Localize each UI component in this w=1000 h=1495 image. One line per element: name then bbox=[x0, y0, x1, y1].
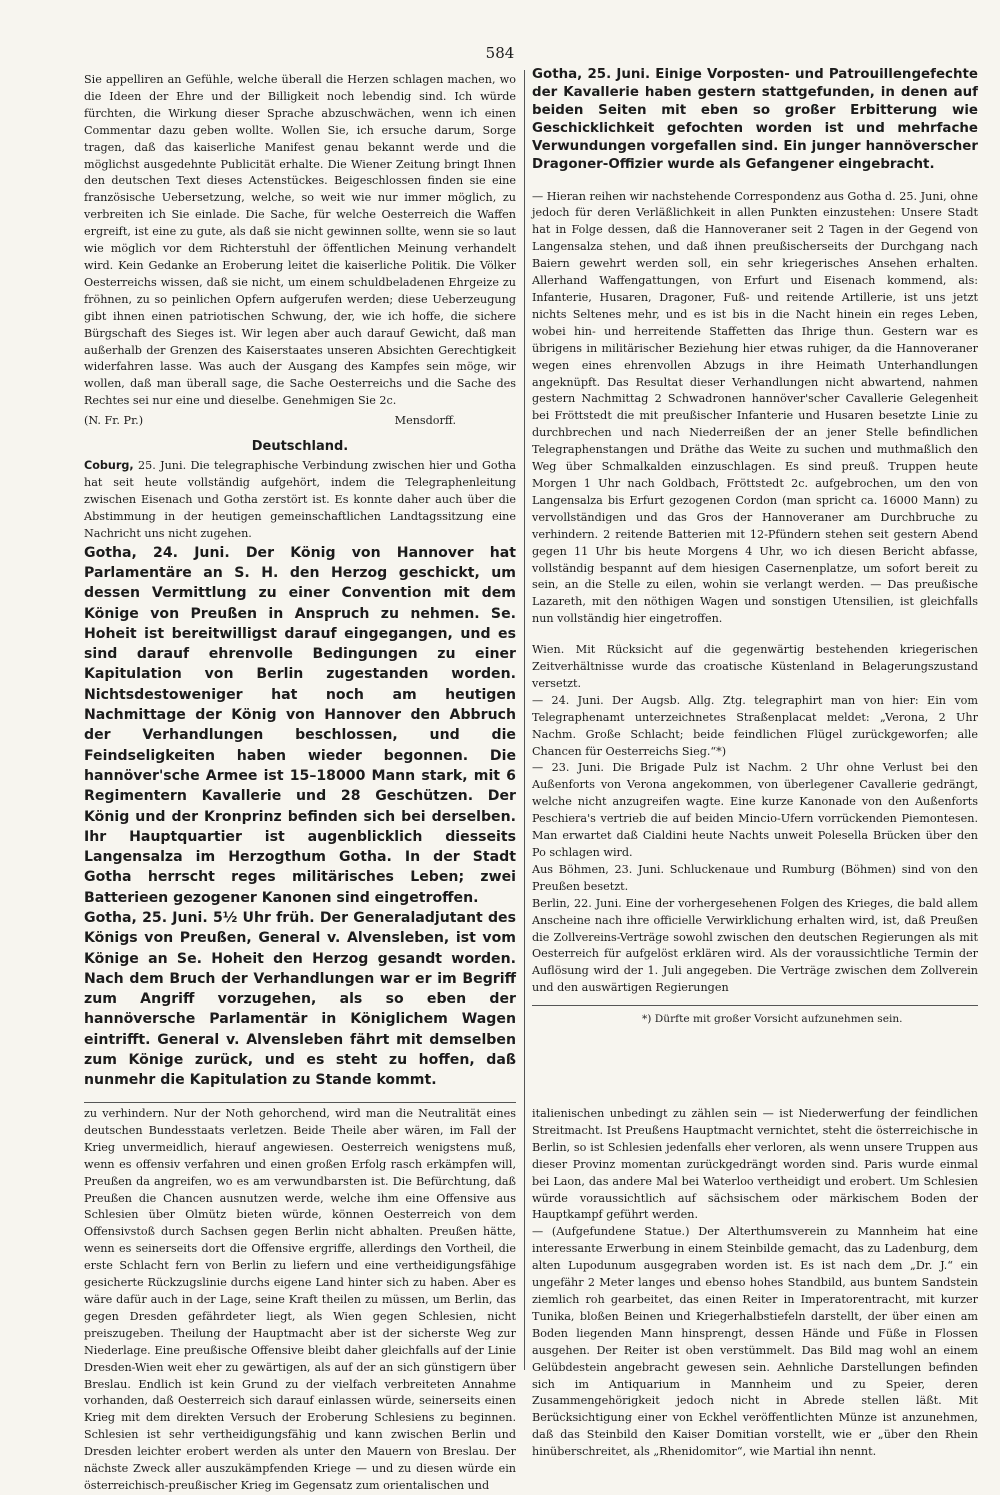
bottom-right-text-1: italienischen unbedingt zu zählen sein — ist Niederwerfung der feindlichen Streitmacht. Ist Preußens Hauptmacht vernichtet, steht die österreichische in Berlin, so ist Schlesien jedenfalls eher verloren, als wenn unsere Truppen aus dieser Provinz momentan zurückgedrängt worden sind. Paris wurde einmal bei Laon, das andere Mal bei Waterloo vertheidigt und erobert. Um Schlesien würde voraussichtlich auf sächsischem oder märkischem Boden der Hauptkampf geführt werden. bbox=[532, 1107, 978, 1222]
boehmen-report: Aus Böhmen, 23. Juni. Schluckenaue und Rumburg (Böhmen) sind von den Preußen besetzt. bbox=[532, 862, 978, 893]
page-number: 584 bbox=[485, 44, 515, 62]
wien-23-report: — 23. Juni. Die Brigade Pulz ist Nachm. 2 Uhr ohne Verlust bei den Außenforts von Verona angekommen, von überlegener Cavallerie gedrängt, welche nicht anzugreifen wagte. Eine kurze Kanonade von den Außenforts Peschiera's vertrieb die auf beiden Mincio-Ufern vorrückenden Piemontesen. Man erwartet daß Cialdini heute Nachts unweit Polesella Brücken über den Po schlagen wird. bbox=[532, 761, 978, 859]
signature: Mensdorff. bbox=[394, 414, 456, 428]
bottom-right-column bbox=[532, 1106, 978, 1459]
statue-article: — (Aufgefundene Statue.) Der Alterthumsverein zu Mannheim hat eine interessante Erwerbung in einem Steinbilde gemacht, das zu Ladenburg, dem alten Lupodunum ausgegraben worden ist. Es ist nach dem „Dr. J.“ ein ungefähr 2 Meter langes und ebenso hohes Standbild, aus buntem Sandstein ziemlich roh gearbeitet, das einen Reiter in Imperatorentracht, mit kurzer Tunika, bloßen Beinen und Kriegerhalbstiefeln darstellt, der über einen am Boden liegenden Mann hinsprengt, dessen Hände und Füße in Flossen ausgehen. Der Reiter ist oben verstümmelt. Das Bild mag wohl an einem Gelübdestein angebracht gewesen sein. Aehnliche Darstellungen befinden sich im Antiquarium in Mannheim und zu Speier, deren Zusammengehörigkeit jedoch nicht in Abrede stellen läßt. Mit Berücksichtigung einer von Eckhel veröffentlichten Münze ist anzunehmen, daß das Steinbild den Kaiser Domitian vorstellt, wie er „über den Rhein hinüberschreitet, als „Rhenidomitor“, wie Martial ihn nennt. bbox=[532, 1225, 978, 1459]
bottom-left-text: zu verhindern. Nur der Noth gehorchend, wird man die Neutralität eines deutschen Bundesstaats verletzen. Beide Theile aber wären, im Fall der Krieg unvermeidlich, hierauf angewiesen. Oesterreich wenigstens muß, wenn es offensiv verfahren und einen großen Erfolg rasch erkämpfen will, Preußen da angreifen, wo es am verwundbarsten ist. Die Befürchtung, daß Preußen die Chancen ausnutzen werde, welche ihm eine Offensive aus Schlesien über Olmütz bieten würde, können Oesterreich von dem Offensivstoß durch Sachsen gegen Berlin nicht abhalten. Preußen hätte, wenn es seinerseits dort die Offensive ergriffe, allerdings den Vortheil, die erste Schlacht fern von Berlin zu liefern und eine vertheidigungsfähige gesicherte Rückzugslinie durchs eigene Land hinter sich zu haben. Aber es wäre dafür auch in der Lage, seine Kraft theilen zu müssen, um Berlin, das gegen Dresden gefährdeter liegt, als Wien gegen Schlesien, nicht preiszugeben. Theilung der Hauptmacht aber ist der sicherste Weg zur Niederlage. Eine preußische Offensive bleibt daher gleichfalls auf der Linie Dresden-Wien weit eher zu gewärtigen, als auf der an sich günstigern über Breslau. Endlich ist kein Grund zu der vielfach verbreiteten Annahme vorhanden, daß Oesterreich sich darauf einlassen würde, seinerseits einen Krieg mit dem direkten Versuch der Eroberung Schlesiens zu beginnen. Schlesien ist sehr vertheidigungsfähig und kann zwischen Berlin und Dresden leichter erobert werden als unter den Mauern von Breslau. Der nächste Zweck aller auszukämpfenden Kriege — und zu diesen würde ein österreichisch-preußischer Krieg im Gegensatz zum orientalischen und bbox=[84, 1107, 516, 1492]
section-heading: Deutschland. bbox=[251, 439, 349, 455]
spacer bbox=[532, 628, 978, 642]
gotha-bold-report: Gotha, 25. Juni. Einige Vorposten- und Patrouillengefechte der Kavallerie haben gestern stattgefunden, in denen auf beiden Seiten mit eben so großer Erbitterung wie Geschicklichkeit gefochten worden ist und mehrfache Verwundungen vorgefallen sind. Ein junger hannöverscher Dragoner-Offizier wurde als Gefangener eingebracht. bbox=[532, 67, 978, 173]
coburg-report bbox=[84, 458, 516, 543]
coburg-text: 25. Juni. Die telegraphische Verbindung zwischen hier und Gotha hat seit heute vollständig aufgehört, indem die Telegraphenleitung zwischen Eisenach und Gotha zerstört ist. Es konnte daher auch über die Abstimmung in der heutigen gemeinschaftlichen Landtagssitzung eine Nachricht uns nicht zugehen. bbox=[84, 459, 516, 540]
footnote: *) Dürfte mit großer Vorsicht aufzunehmen sein. bbox=[532, 1005, 978, 1026]
right-column bbox=[532, 66, 978, 1104]
source-label: (N. Fr. Pr.) bbox=[84, 414, 144, 428]
dispatch-intro: Sie appelliren an Gefühle, welche überall die Herzen schlagen machen, wo die Ideen der Ehre und der Billigkeit noch lebendig sind. Ich würde fürchten, die Wirkung dieser Sprache abzuschwächen, wenn ich einen Commentar dazu geben wollte. Wollen Sie, ich ersuche darum, Sorge tragen, daß das kaiserliche Manifest genau bekannt werde und die möglichst ausgedehnte Publicität erhalte. Die Wiener Zeitung bringt Ihnen den deutschen Text dieses Actenstückes. Beigeschlossen finden sie eine französische Uebersetzung, welche, so weit wie nur immer möglich, zu verbreiten ich Sie einlade. Die Sache, für welche Oesterreich die Waffen ergreift, ist eine zu gute, als daß sie nicht gewinnen sollte, wenn sie so laut wie möglich vor dem Richterstuhl der öffentlichen Meinung verhandelt wird. Kein Gedanke an Eroberung leitet die kaiserliche Politik. Die Völker Oesterreichs wissen, daß sie nicht, um einem schuldbeladenen Ehrgeize zu fröhnen, zu so peinlichen Opfern aufgerufen werden; diese Ueberzeugung gibt ihnen einen patriotischen Schwung, der, wie ich hoffe, die sichere Bürgschaft des Sieges ist. Wir legen aber auch darauf Gewicht, daß man außerhalb der Grenzen des Kaiserstaates unseren Absichten Gerechtigkeit widerfahren lasse. Was auch der Ausgang des Kampfes sein möge, wir wollen, daß man überall sage, die Sache Oesterreichs und die Sache des Rechtes sei nur eine und dieselbe. Genehmigen Sie 2c. bbox=[84, 73, 516, 408]
coburg-place: Coburg, bbox=[84, 459, 134, 473]
bottom-left-column bbox=[84, 1106, 516, 1492]
wien-report: Wien. Mit Rücksicht auf die gegenwärtig bestehenden kriegerischen Zeitverhältnisse wurde das croatische Küstenland in Belagerungszustand versetzt. bbox=[532, 643, 978, 690]
column-divider bbox=[524, 70, 525, 1370]
signature-line bbox=[84, 412, 516, 429]
berlin-report: Berlin, 22. Juni. Eine der vorhergesehenen Folgen des Krieges, die bald allem Anscheine nach ihre officielle Verwirklichung erhalten wird, ist, daß Preußen die Zollvereins-Verträge sowohl zwischen den deutschen Regierungen als mit Oesterreich für aufgelöst erklären wird. Als der voraussichtliche Termin der Auflösung wird der 1. Juli angegeben. Die Verträge zwischen dem Zollverein und den auswärtigen Regierungen bbox=[532, 896, 978, 995]
gotha-correspondence: — Hieran reihen wir nachstehende Correspondenz aus Gotha d. 25. Juni, ohne jedoch für deren Verläßlichkeit in allen Punkten einzustehen: Unsere Stadt hat in Folge dessen, daß die Hannoveraner seit 2 Tagen in der Gegend von Langensalza stehen, und daß ihnen preußischerseits der Durchgang nach Baiern gewehrt werden soll, ein sehr kriegerisches Ansehen erhalten. Allerhand Waffengattungen, von Erfurt und Eisenach kommend, als: Infanterie, Husaren, Dragoner, Fuß- und reitende Artillerie, ist uns jetzt nichts Seltenes mehr, und es ist bis in die Nacht hinein ein reges Leben, wobei hin- und herreitende Staffetten das Ihrige thun. Gestern war es übrigens in militärischer Beziehung hier etwas ruhiger, da die Hannoveraner wegen eines ehrenvollen Abzugs in ihre Heimath Unterhandlungen angeknüpft. Das Resultat dieser Verhandlungen nicht abwartend, nahmen gestern Nachmittag 2 Schwadronen hannöver'scher Cavallerie Gelegenheit bei Fröttstedt die mit preußischer Infanterie und Husaren besetzte Linie zu durchbrechen und nach Niederreißen der an jener Stelle befindlichen Telegraphenstangen und Dräthe das Weite zu suchen und muthmaßlich den Weg über Schmalkalden einzuschlagen. Es sind preuß. Truppen heute Morgen 1 Uhr nach Goldbach, Fröttstedt 2c. aufgebrochen, um den von Langensalza bis Erfurt gezogenen Cordon (man spricht ca. 16000 Mann) zu vervollständigen und das Gros der Hannoveraner am Durchbruche zu verhindern. 2 reitende Batterien mit 12-Pfündern stehen seit gestern Abend gegen 11 Uhr bis heute Morgens 4 Uhr, wo ich diesen Bericht abfasse, vollständig bespannt auf dem hiesigen Casernenplatze, um sofort bereit zu sein, an die Stelle zu eilen, wohin sie verlangt werden. — Das preußische Lazareth, mit den nöthigen Wagen und sonstigen Utensilien, ist gleichfalls nun vollständig hier eingetroffen. bbox=[532, 189, 978, 626]
gotha-25-bulletin: Gotha, 25. Juni. 5½ Uhr früh. Der Generaladjutant des Königs von Preußen, General v. Alvensleben, ist vom Könige an Se. Hoheit den Herzog gesandt worden. Nach dem Bruch der Verhandlungen war er im Begriff zum Angriff vorzugehen, als so eben der hannöversche Parlamentär in Königlichem Wagen eintrifft. General v. Alvensleben fährt mit demselben zum Könige zurück, und es steht zu hoffen, daß nunmehr die Kapitulation zu Stande kommt. bbox=[84, 910, 516, 1089]
gotha-24-bulletin: Gotha, 24. Juni. Der König von Hannover hat Parlamentäre an S. H. den Herzog geschickt, um dessen Vermittlung zu einer Convention mit dem Könige von Preußen in Anspruch zu nehmen. Se. Hoheit ist bereitwilligst darauf eingegangen, und es sind darauf ehrenvolle Bedingungen zu einer Kapitulation von Berlin zugestanden worden. Nichtsdestoweniger hat noch am heutigen Nachmittage der König von Hannover den Abbruch der Verhandlungen beschlossen, und die Feindseligkeiten haben wieder begonnen. Die hannöver'sche Armee ist 15–18000 Mann stark, mit 6 Regimentern Kavallerie und 28 Geschützen. Der König und der Kronprinz befinden sich bei derselben. Ihr Hauptquartier ist augenblicklich diesseits Langensalza im Herzogthum Gotha. In der Stadt Gotha herrscht reges militärisches Leben; zwei Batterieen gezogener Kanonen sind eingetroffen. bbox=[84, 544, 516, 906]
section-divider bbox=[84, 1102, 516, 1103]
wien-24-report: — 24. Juni. Der Augsb. Allg. Ztg. telegraphirt man von hier: Ein vom Telegraphenamt unterzeichnetes Straßenplacat meldet: „Verona, 2 Uhr Nachm. Große Schlacht; beide feindlichen Flügel zurückgeworfen; alle Chancen für Oesterreichs Sieg.“*) bbox=[532, 693, 978, 758]
left-column bbox=[84, 72, 516, 1096]
